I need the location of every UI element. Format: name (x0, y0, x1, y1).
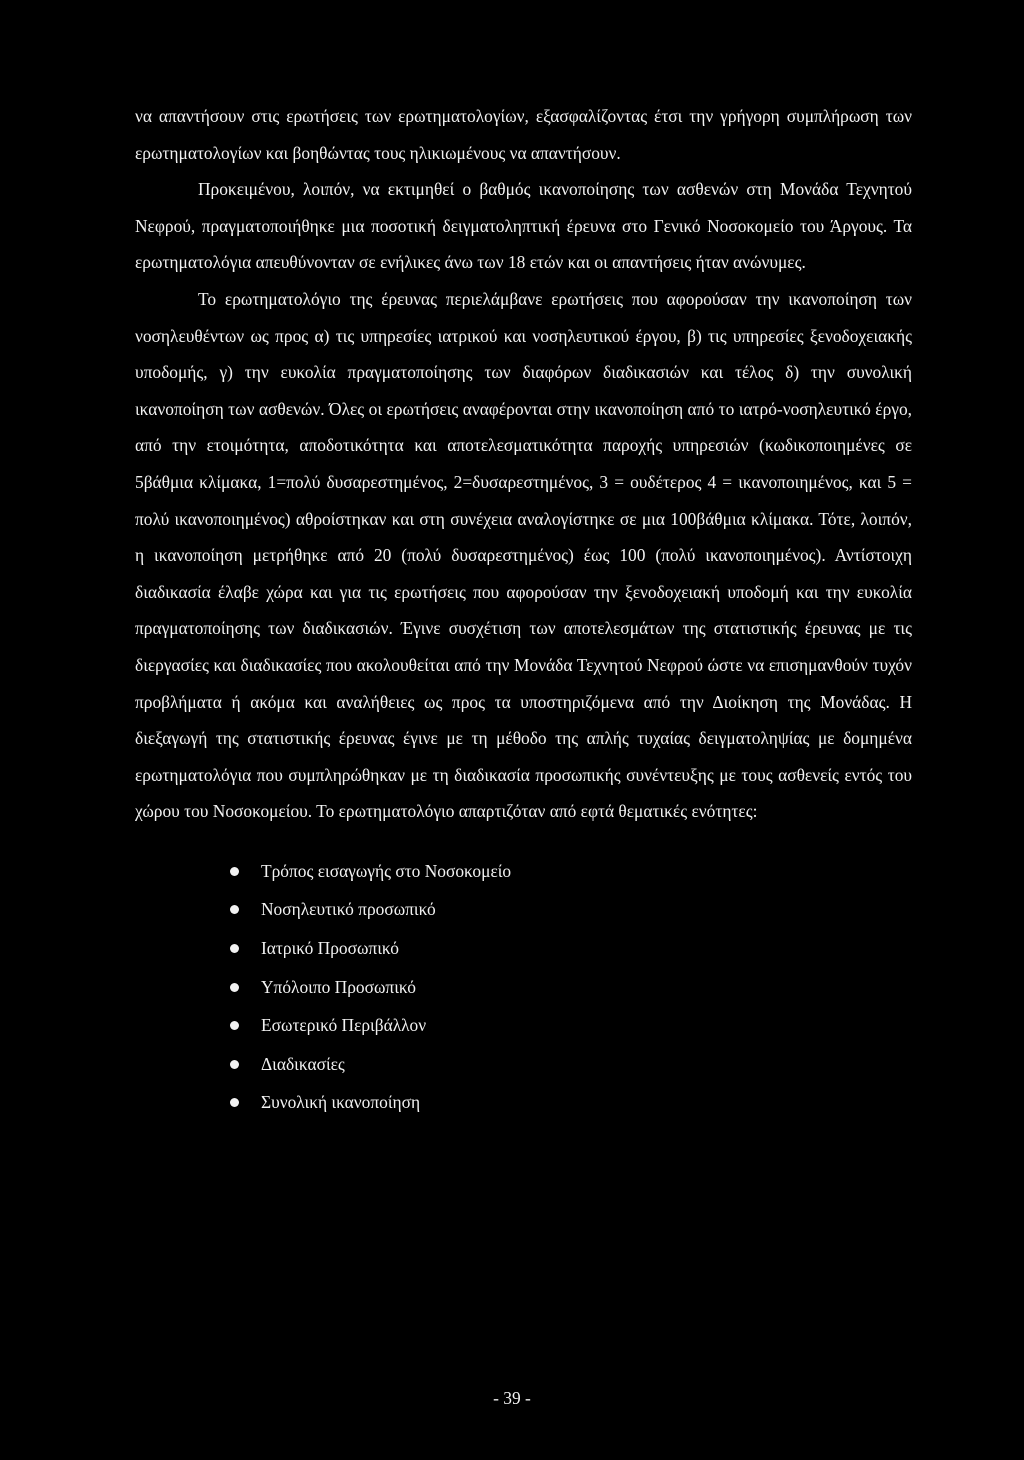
list-item (135, 1045, 912, 1084)
list-item (135, 890, 912, 929)
list-item (135, 968, 912, 1007)
list-item-label: Συνολική ικανοποίηση (261, 1092, 421, 1113)
list-item-label: Νοσηλευτικό προσωπικό (261, 899, 436, 920)
list-item (135, 1083, 912, 1122)
thematic-sections-list (135, 852, 912, 1122)
list-item-label: Ιατρικό Προσωπικό (261, 938, 399, 959)
list-item-label: Εσωτερικό Περιβάλλον (261, 1015, 427, 1036)
list-item (135, 929, 912, 968)
list-item-label: Διαδικασίες (261, 1053, 345, 1074)
bullet-icon (230, 983, 239, 992)
paragraph-intro-continuation: να απαντήσουν στις ερωτήσεις των ερωτηματολογίων, εξασφαλίζοντας έτσι την γρήγορη συμπλήρωση των ερωτηματολογίων και βοηθώντας τους ηλικιωμένους να απαντήσουν. (135, 106, 912, 163)
bullet-icon (230, 944, 239, 953)
list-item (135, 1006, 912, 1045)
list-item-label: Τρόπος εισαγωγής στο Νοσοκομείο (261, 860, 512, 881)
document-body (135, 98, 912, 1122)
list-item (135, 852, 912, 891)
bullet-icon (230, 867, 239, 876)
list-item-label: Υπόλοιπο Προσωπικό (261, 976, 416, 997)
paragraph-questionnaire-description: Το ερωτηματολόγιο της έρευνας περιελάμβανε ερωτήσεις που αφορούσαν την ικανοποίηση των νοσηλευθέντων ως προς α) τις υπηρεσίες ιατρικού και νοσηλευτικού έργου, β) τις υπηρεσίες ξενοδοχειακής υποδομής, γ) την ευκολία πραγματοποίησης των διαφόρων διαδικασιών και τέλος δ) την συνολική ικανοποίηση των ασθενών. Όλες οι ερωτήσεις αναφέρονται στην ικανοποίηση από το ιατρό-νοσηλευτικό έργο, από την ετοιμότητα, αποδοτικότητα και αποτελεσματικότητα παροχής υπηρεσιών (κωδικοποιημένες σε 5βάθμια κλίμακα, 1=πολύ δυσαρεστημένος, 2=δυσαρεστημένος, 3 = ουδέτερος 4 = ικανοποιημένος, και 5 = πολύ ικανοποιημένος) αθροίστηκαν και στη συνέχεια αναλογίστηκε σε μια 100βάθμια κλίμακα. Τότε, λοιπόν, η ικανοποίηση μετρήθηκε από 20 (πολύ δυσαρεστημένος) έως 100 (πολύ ικανοποιημένος). Αντίστοιχη διαδικασία έλαβε χώρα και για τις ερωτήσεις που αφορούσαν την ξενοδοχειακή υποδομή και την ευκολία πραγματοποίησης των διαδικασιών. Έγινε συσχέτιση των αποτελεσμάτων της στατιστικής έρευνας με τις διεργασίες και διαδικασίες που ακολουθείται από την Μονάδα Τεχνητού Νεφρού ώστε να επισημανθούν τυχόν προβλήματα ή ακόμα και αναλήθειες ως προς τα υποστηριζόμενα από την Διοίκηση της Μονάδας. Η διεξαγωγή της στατιστικής έρευνας έγινε με τη μέθοδο της απλής τυχαίας δειγματοληψίας με δομημένα ερωτηματολόγια που συμπληρώθηκαν με τη διαδικασία προσωπικής συνέντευξης με τους ασθενείς εντός του χώρου του Νοσοκομείου. Το ερωτηματολόγιο απαρτιζόταν από εφτά θεματικές ενότητες: (135, 288, 912, 822)
bullet-icon (230, 1098, 239, 1107)
paragraph-survey-description: Προκειμένου, λοιπόν, να εκτιμηθεί ο βαθμός ικανοποίησης των ασθενών στη Μονάδα Τεχνητού Νεφρού, πραγματοποιήθηκε μια ποσοτική δειγματοληπτική έρευνα στο Γενικό Νοσοκομείο του Άργους. Τα ερωτηματολόγια απευθύνονταν σε ενήλικες άνω των 18 ετών και οι απαντήσεις ήταν ανώνυμες. (135, 179, 912, 273)
bullet-icon (230, 905, 239, 914)
bullet-icon (230, 1021, 239, 1030)
page-number: - 39 - (493, 1388, 531, 1408)
bullet-icon (230, 1060, 239, 1069)
